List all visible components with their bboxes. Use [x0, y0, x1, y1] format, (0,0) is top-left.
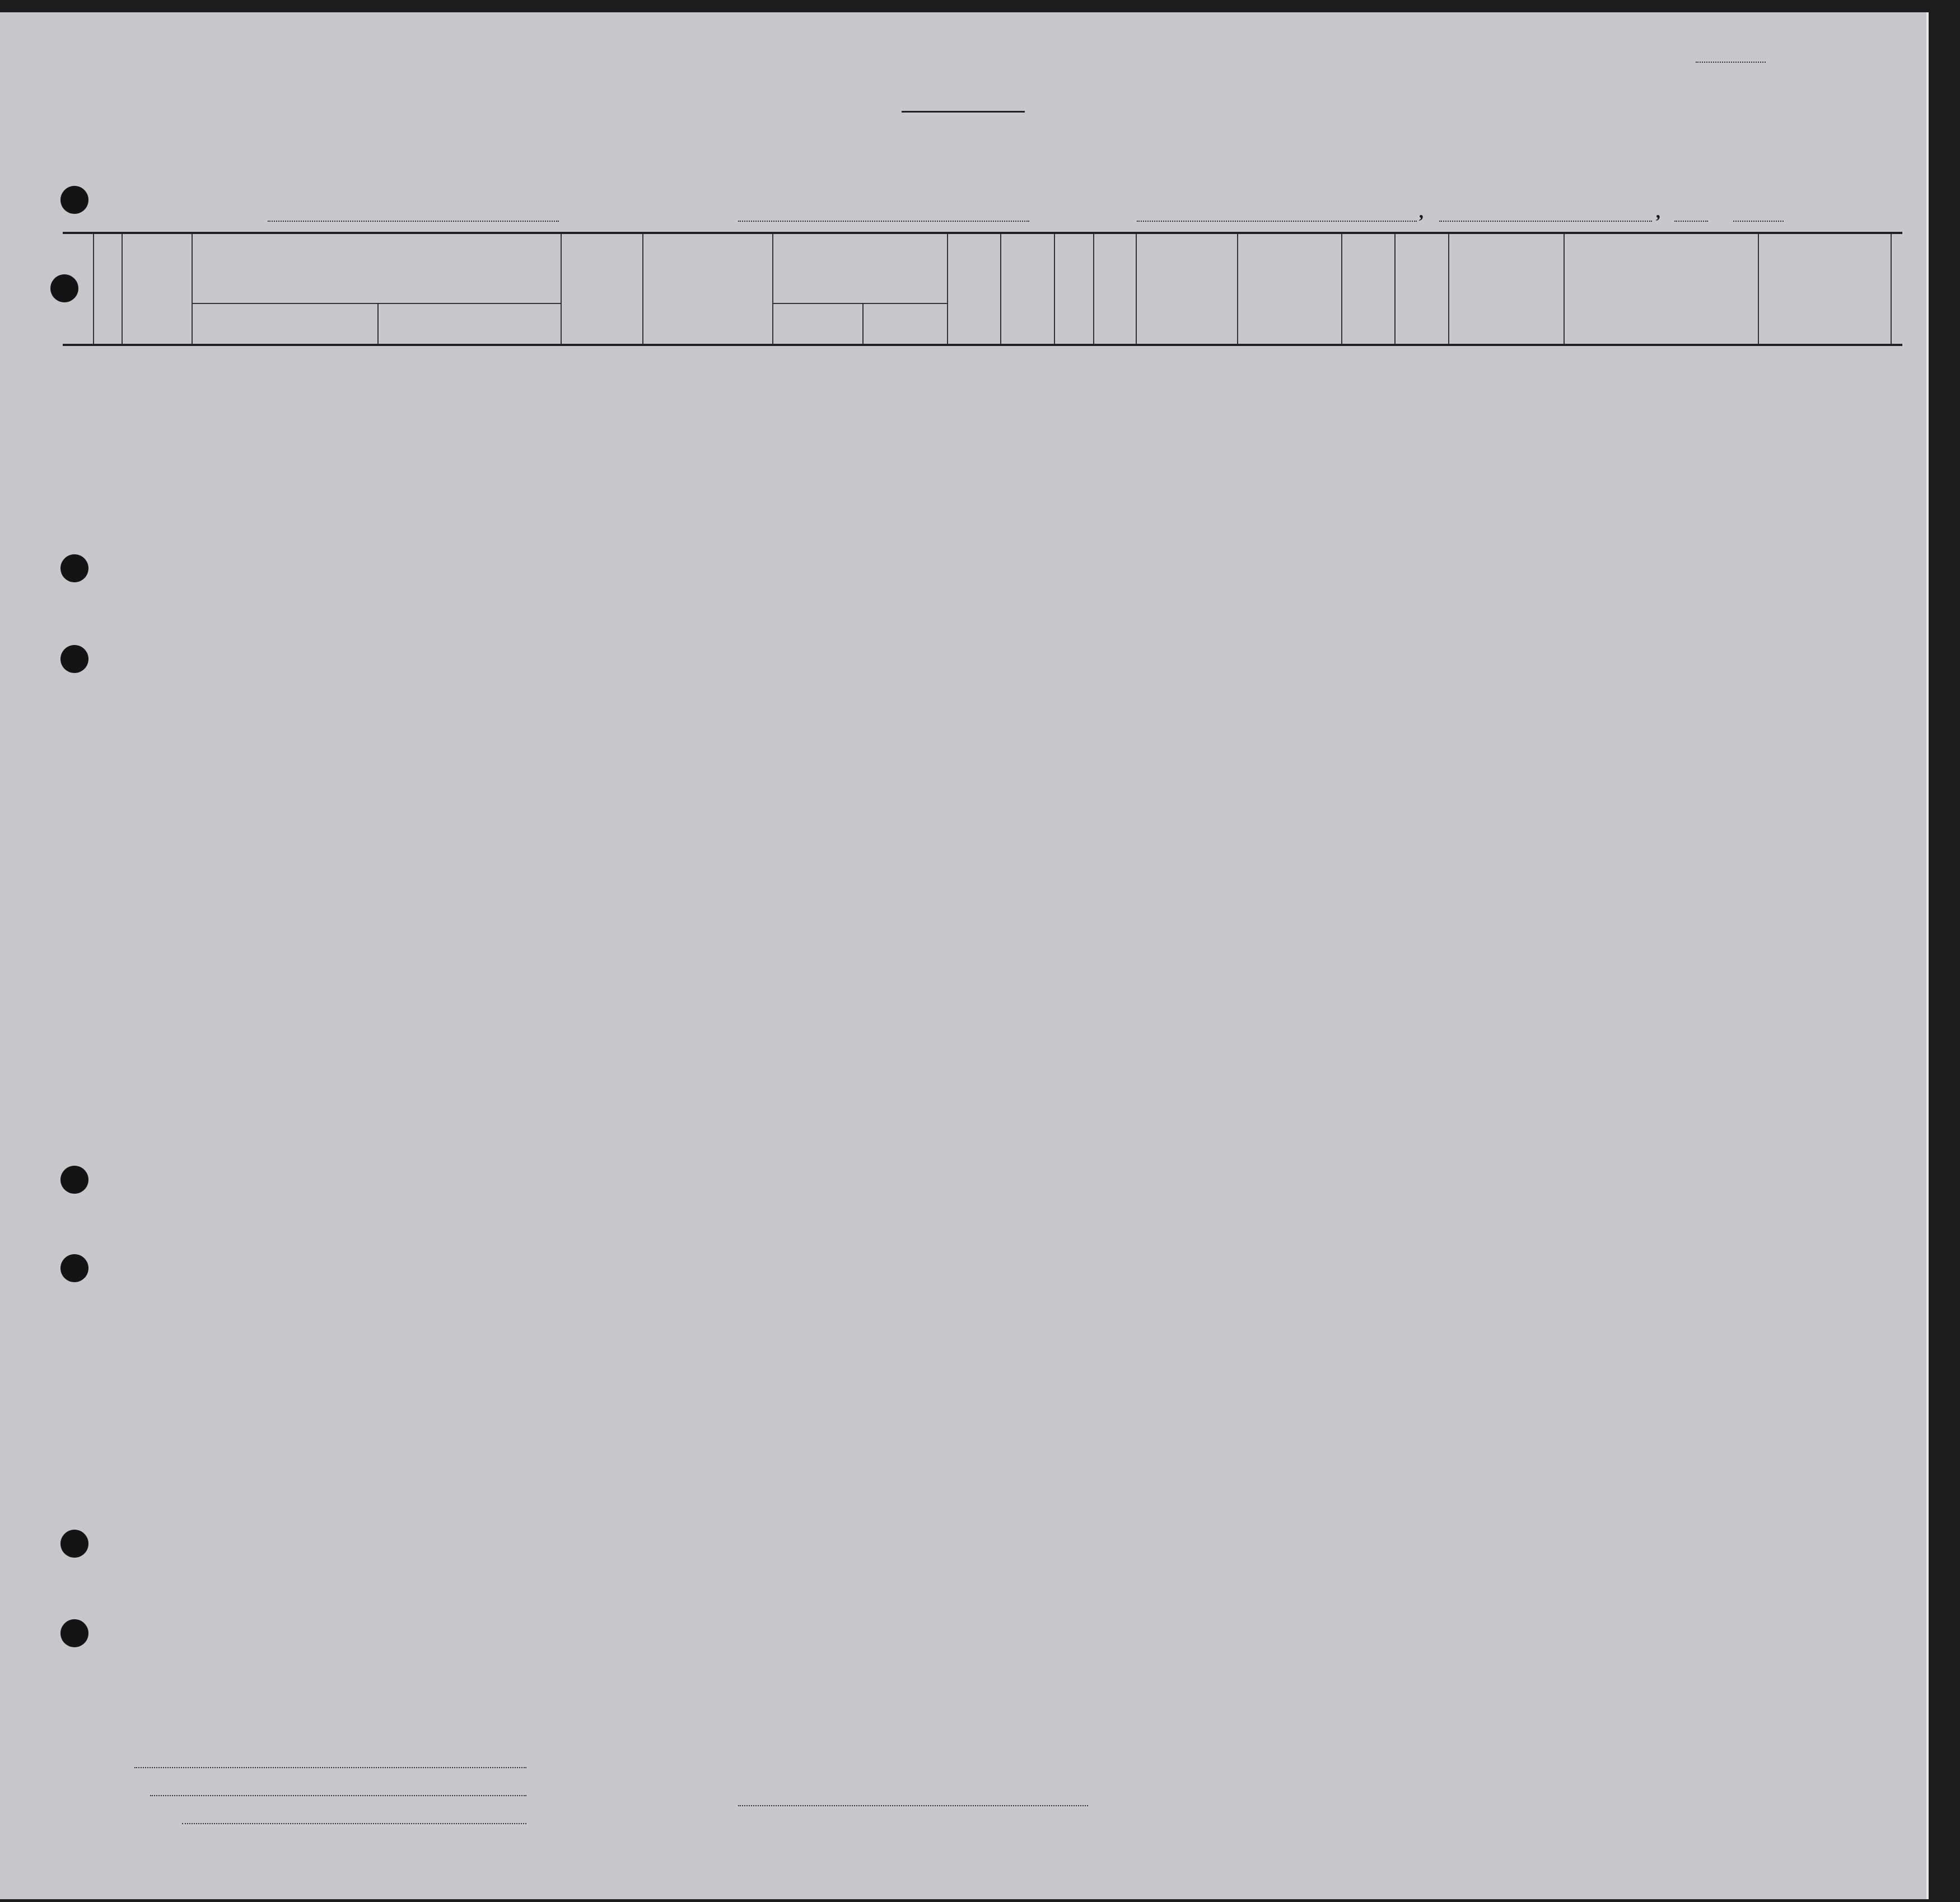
- col-9-header: [1054, 233, 1094, 345]
- family-name-header: [192, 303, 378, 345]
- vessel-field-line: [268, 219, 559, 222]
- col-3-header: [192, 233, 561, 303]
- date-field-line: [1439, 219, 1652, 222]
- line-field[interactable]: [134, 1766, 526, 1768]
- col-8-header: [1001, 233, 1054, 345]
- title-underline: [902, 111, 1025, 113]
- punch-hole: [60, 186, 88, 214]
- col-17-header: [1758, 233, 1891, 345]
- inspector-signature-field[interactable]: [738, 1804, 1088, 1806]
- sheet-number-field[interactable]: [1696, 62, 1766, 63]
- given-name-header: [378, 303, 561, 345]
- col-16-header: [1564, 233, 1758, 345]
- col-1-header: [94, 233, 122, 345]
- arriving-field-line: [1137, 219, 1417, 222]
- col-11-header: [1136, 233, 1238, 345]
- col-5-header: [643, 233, 772, 345]
- shipped-when-header: [773, 303, 863, 345]
- col-10-header: [1094, 233, 1136, 345]
- sailing-field-line: [738, 219, 1029, 222]
- col-4-header: [561, 233, 643, 345]
- col-7-header: [948, 233, 1001, 345]
- crew-manifest-table: [63, 232, 1902, 1713]
- manifest-sheet: , ,: [0, 12, 1929, 1899]
- col-13-header: [1342, 233, 1396, 345]
- col-12-header: [1238, 233, 1342, 345]
- owners-field[interactable]: [150, 1794, 526, 1796]
- col-2-header: [122, 233, 193, 345]
- local-agents-field[interactable]: [182, 1822, 526, 1824]
- col-14-header: [1395, 233, 1449, 345]
- shipped-where-header: [863, 303, 948, 345]
- col-15-header: [1449, 233, 1564, 345]
- col-6-header: [773, 233, 948, 303]
- sheet-number: [1691, 52, 1766, 67]
- crew-rows: [63, 345, 1902, 1712]
